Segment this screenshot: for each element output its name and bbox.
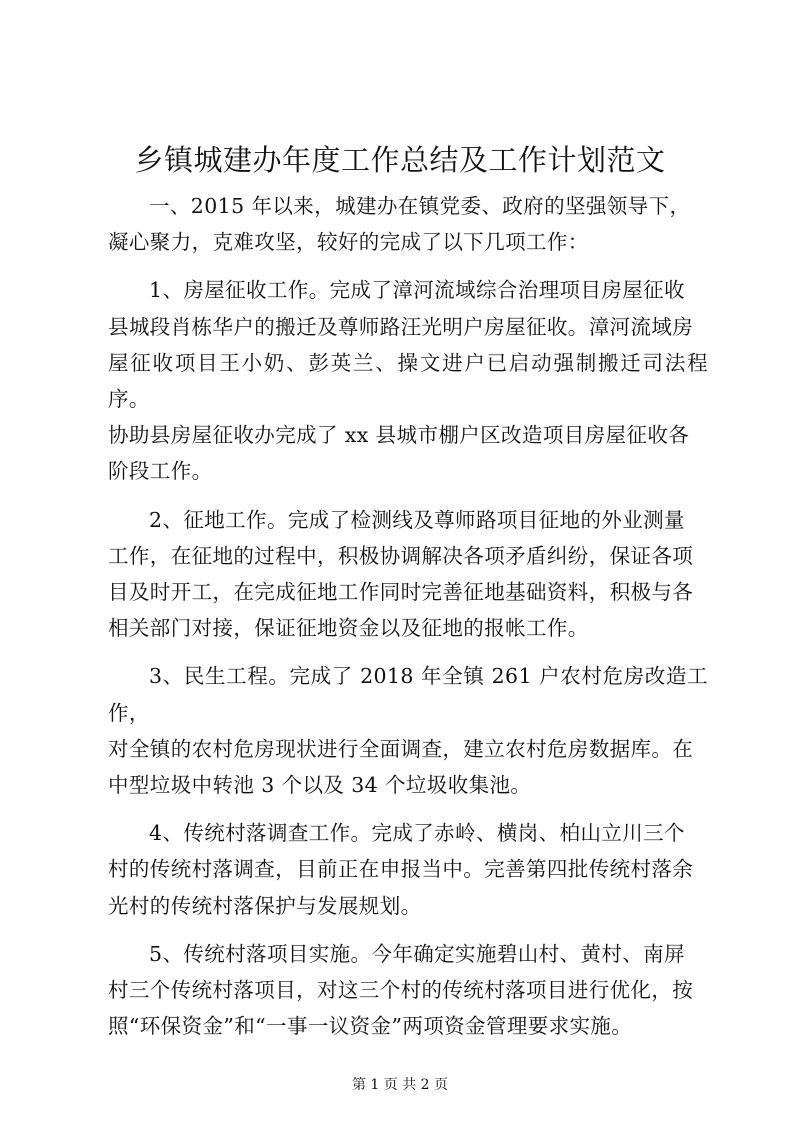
document-title: 乡镇城建办年度工作总结及工作计划范文: [134, 143, 666, 177]
paragraph-traditional-village-implementation: 5、传统村落项目实施。今年确定实施碧山村、黄村、南屏 村三个传统村落项目，对这三个村的传统村落项目进行优化，按 照“环保资金”和“一事一议资金”两项资金管理要求实施。: [108, 941, 694, 1039]
paragraph-housing-expropriation: 1、房屋征收工作。完成了漳河流域综合治理项目房屋征收 县城段肖栋华户的搬迁及尊师路汪光明户房屋征收。漳河流域房 屋征收项目王小奶、彭英兰、操文进户已启动强制搬迁司法程序。 协助县房屋征收办完成了 xx 县城市棚户区改造项目房屋征收各 阶段工作。: [108, 278, 708, 484]
paragraph-traditional-village-survey: 4、传统村落调查工作。完成了赤岭、横岗、柏山立川三个 村的传统村落调查，目前正在申报当中。完善第四批传统村落余 光村的传统村落保护与发展规划。: [108, 821, 694, 918]
page-footer: 第 1 页 共 2 页: [351, 1077, 449, 1093]
paragraph-intro: 一、2015 年以来，城建办在镇党委、政府的坚强领导下， 凝心聚力，克难攻坚，较好的完成了以下几项工作：: [108, 194, 691, 255]
paragraph-land-acquisition: 2、征地工作。完成了检测线及尊师路项目征地的外业测量 工作，在征地的过程中，积极协调解决各项矛盾纠纷，保证各项 目及时开工，在完成征地工作同时完善征地基础资料，积极与各 相关部门对接，保证征地资金以及征地的报帐工作。: [108, 507, 694, 641]
document-body: [108, 188, 708, 1044]
paragraph-livelihood-project: 3、民生工程。完成了 2018 年全镇 261 户农村危房改造工作， 对全镇的农村危房现状进行全面调查，建立农村危房数据库。在 中型垃圾中转池 3 个以及 34 个垃圾收集池。: [108, 664, 708, 798]
